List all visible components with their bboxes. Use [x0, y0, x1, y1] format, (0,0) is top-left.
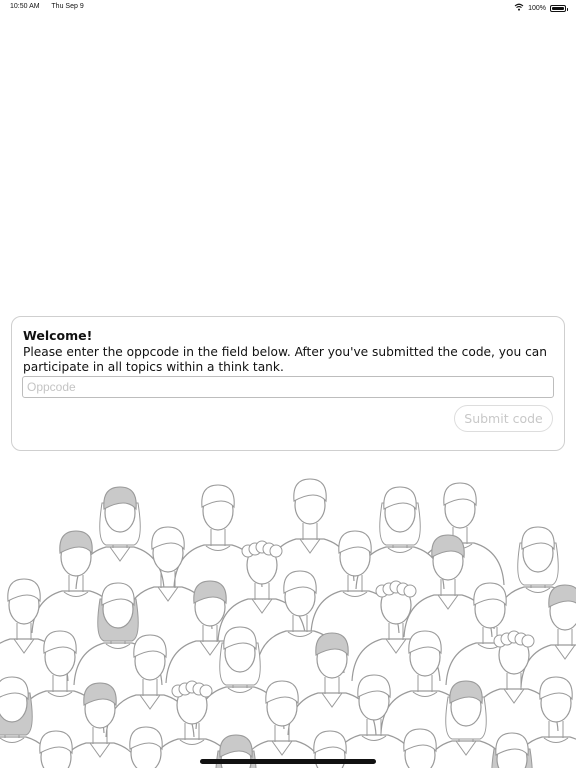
crowd-illustration	[0, 455, 576, 768]
submit-code-button[interactable]: Submit code	[454, 405, 553, 432]
battery-percent: 100%	[528, 4, 546, 12]
status-bar	[0, 0, 576, 14]
battery-icon	[550, 5, 566, 12]
battery-fill	[552, 7, 564, 10]
wifi-icon	[514, 3, 524, 13]
crowd-person	[266, 479, 354, 581]
oppcode-input[interactable]	[22, 376, 554, 398]
status-date: Thu Sep 9	[51, 3, 84, 10]
welcome-title: Welcome!	[23, 328, 93, 343]
welcome-card	[11, 316, 565, 451]
status-time: 10:50 AM	[10, 3, 40, 10]
home-indicator[interactable]	[200, 759, 376, 764]
welcome-message: Please enter the oppcode in the field below. After you've submitted the code, you can participate in all topics within a think tank.	[23, 345, 547, 374]
